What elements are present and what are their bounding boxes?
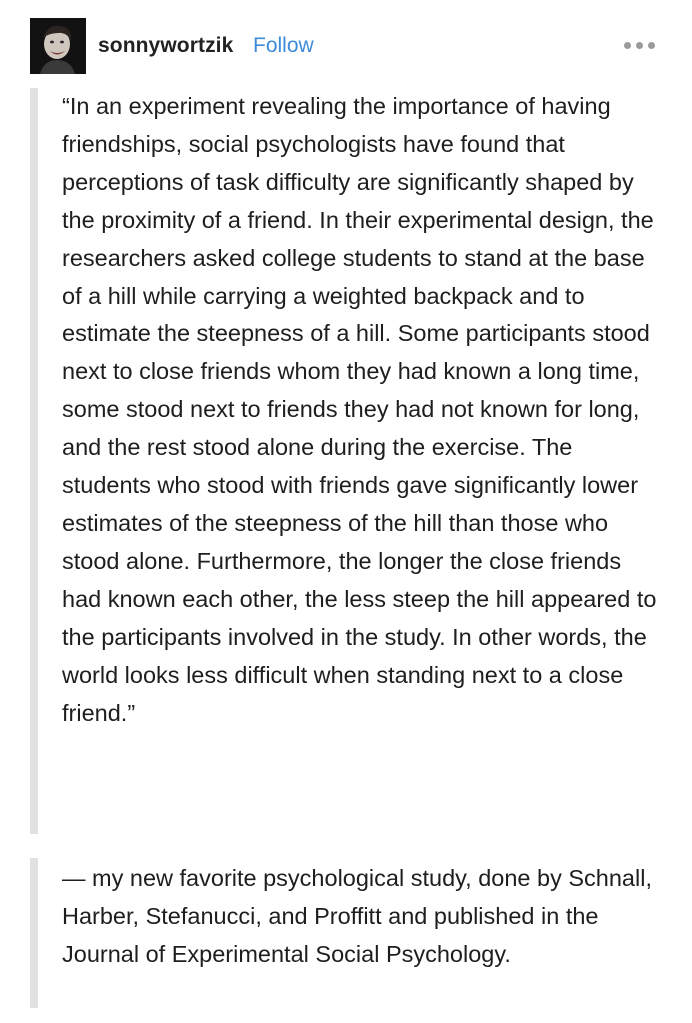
more-dot xyxy=(648,42,655,49)
more-options-icon[interactable] xyxy=(624,40,658,52)
reply-post xyxy=(30,858,670,1008)
more-dot xyxy=(624,42,631,49)
quote-bar xyxy=(30,88,38,834)
avatar-photo-icon xyxy=(30,18,86,74)
quoted-post xyxy=(30,88,670,834)
follow-button[interactable]: Follow xyxy=(253,34,314,57)
reply-bar xyxy=(30,858,38,1008)
post-header xyxy=(30,14,670,76)
quote-text: “In an experiment revealing the importance of having friendships, social psychologists have found that perceptions of task difficulty are significantly shaped by the proximity of a friend. In their experimental design, the researchers asked college students to stand at the base of a hill while carrying a weighted backpack and to estimate the steepness of a hill. Some participants stood next to close friends whom they had known a long time, some stood next to friends they had not known for long, and the rest stood alone during the exercise. The students who stood with friends gave significantly lower estimates of the steepness of the hill than those who stood alone. Furthermore, the longer the close friends had known each other, the less steep the hill appeared to the participants involved in the study. In other words, the world looks less difficult when standing next to a close friend.” xyxy=(62,93,657,726)
avatar[interactable] xyxy=(30,18,86,74)
more-dot xyxy=(636,42,643,49)
author-username[interactable]: sonnywortzik xyxy=(98,34,234,57)
reply-text: — my new favorite psychological study, done by Schnall, Harber, Stefanucci, and Proffitt and published in the Journal of Experimental Social Psychology. xyxy=(62,865,652,967)
